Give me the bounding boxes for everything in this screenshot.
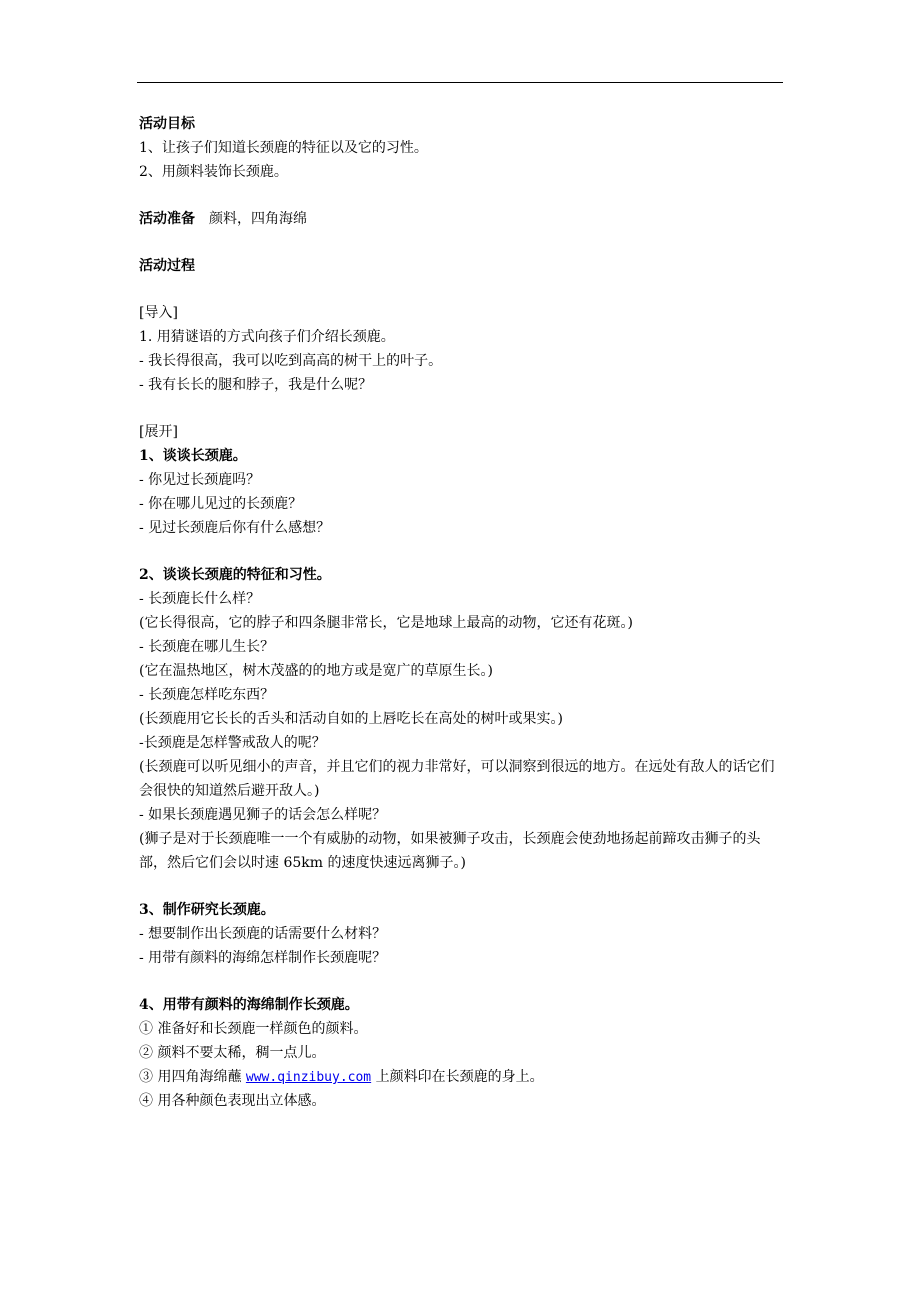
develop-heading: [展开] (139, 424, 178, 440)
document-body (139, 112, 789, 1113)
section4-title: 4、用带有颜料的海绵制作长颈鹿。 (139, 997, 359, 1013)
header-rule (137, 82, 783, 83)
section1-title: 1、谈谈长颈鹿。 (139, 448, 247, 464)
section3-title: 3、制作研究长颈鹿。 (139, 902, 275, 918)
intro-line-1: 1. 用猜谜语的方式向孩子们介绍长颈鹿。 (139, 329, 395, 345)
section2-line-2: (它长得很高，它的脖子和四条腿非常长，它是地球上最高的动物，它还有花斑。) (139, 615, 633, 631)
prep-line (139, 207, 789, 231)
section2-line-8: (长颈鹿可以听见细小的声音，并且它们的视力非常好，可以洞察到很远的地方。在远处有敌人的话它们会很快的知道然后避开敌人。) (139, 759, 775, 799)
prep-heading: 活动准备 (139, 211, 195, 227)
section2-line-7: -长颈鹿是怎样警戒敌人的呢？ (139, 735, 326, 751)
qinzibuy-link[interactable]: www.qinzibuy.com (245, 1070, 372, 1085)
goals-heading: 活动目标 (139, 116, 195, 132)
step-2: ② 颜料不要太稀，稠一点儿。 (139, 1045, 326, 1061)
step-3-before: ③ 用四角海绵蘸 (139, 1069, 246, 1085)
goal-item-1: 1、让孩子们知道长颈鹿的特征以及它的习性。 (139, 140, 428, 156)
section2-line-3: - 长颈鹿在哪儿生长？ (139, 639, 275, 655)
prep-text: 颜料，四角海绵 (209, 211, 307, 227)
section1-line-2: - 你在哪儿见过的长颈鹿？ (139, 496, 303, 512)
intro-line-3: - 我有长长的腿和脖子，我是什么呢？ (139, 377, 373, 393)
section2-line-5: - 长颈鹿怎样吃东西？ (139, 687, 275, 703)
section2-title: 2、谈谈长颈鹿的特征和习性。 (139, 567, 331, 583)
section3-line-1: - 想要制作出长颈鹿的话需要什么材料？ (139, 926, 387, 942)
step-4: ④ 用各种颜色表现出立体感。 (139, 1093, 326, 1109)
step-3 (139, 1065, 789, 1089)
section3-line-2: - 用带有颜料的海绵怎样制作长颈鹿呢？ (139, 950, 387, 966)
step-3-after: 上颜料印在长颈鹿的身上。 (371, 1069, 544, 1085)
intro-line-2: - 我长得很高，我可以吃到高高的树干上的叶子。 (139, 353, 443, 369)
section2-line-10: (狮子是对于长颈鹿唯一一个有威胁的动物，如果被狮子攻击，长颈鹿会使劲地扬起前蹄攻击狮子的头部，然后它们会以时速 65km 的速度快速远离狮子。) (139, 831, 761, 871)
section2-line-4: (它在温热地区，树木茂盛的的地方或是宽广的草原生长。) (139, 663, 493, 679)
step-1: ① 准备好和长颈鹿一样颜色的颜料。 (139, 1021, 368, 1037)
section2-line-6: (长颈鹿用它长长的舌头和活动自如的上唇吃长在高处的树叶或果实。) (139, 711, 563, 727)
section2-line-1: - 长颈鹿长什么样？ (139, 591, 261, 607)
section1-line-1: - 你见过长颈鹿吗？ (139, 472, 261, 488)
intro-heading: [导入] (139, 305, 178, 321)
section1-line-3: - 见过长颈鹿后你有什么感想？ (139, 520, 331, 536)
section2-line-9: - 如果长颈鹿遇见狮子的话会怎么样呢？ (139, 807, 387, 823)
process-heading: 活动过程 (139, 258, 195, 274)
goal-item-2: 2、用颜料装饰长颈鹿。 (139, 164, 288, 180)
